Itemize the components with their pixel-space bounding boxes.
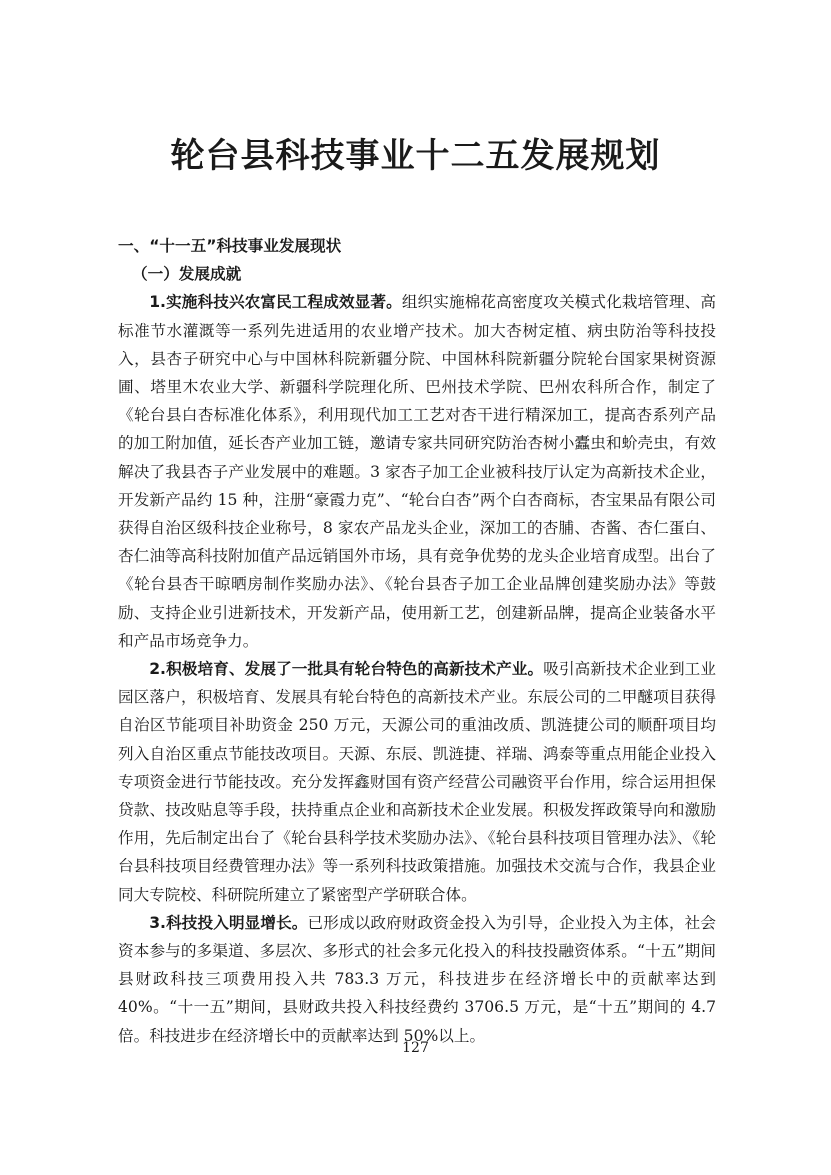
paragraph-3	[118, 909, 716, 1050]
paragraph-2	[118, 655, 716, 909]
paragraph-2-text: 吸引高新技术企业到工业园区落户，积极培育、发展具有轮台特色的高新技术产业。东辰公司的二甲醚项目获得自治区节能项目补助资金 250 万元，天源公司的重油改质、凯涟捷公司的顺酐项目均列入自治区重点节能技改项目。天源、东辰、凯涟捷、祥瑞、鸿泰等重点用能企业投入专项资金进行节能技改。充分发挥鑫财国有资产经营公司融资平台作用，综合运用担保贷款、技改贴息等手段，扶持重点企业和高新技术企业发展。积极发挥政策导向和激励作用，先后制定出台了《轮台县科学技术奖励办法》、《轮台县科技项目管理办法》、《轮台县科技项目经费管理办法》等一系列科技政策措施。加强技术交流与合作，我县企业同大专院校、科研院所建立了紧密型产学研联合体。	[118, 660, 716, 904]
document-body	[118, 232, 716, 1050]
subsection-heading: （一）发展成就	[132, 265, 242, 284]
page-title: 轮台县科技事业十二五发展规划	[170, 136, 661, 176]
section-heading: 一、“十一五”科技事业发展现状	[118, 237, 342, 255]
paragraph-1-lead: 1.实施科技兴农富民工程成效显著。	[149, 293, 402, 312]
paragraph-3-lead: 3.科技投入明显增长。	[149, 913, 308, 932]
paragraph-1	[118, 288, 716, 655]
paragraph-2-lead: 2.积极培育、发展了一批具有轮台特色的高新技术产业。	[149, 660, 544, 679]
paragraph-3-text: 已形成以政府财政资金投入为引导，企业投入为主体，社会资本参与的多渠道、多层次、多形式的社会多元化投入的科技投融资体系。“十五”期间县财政科技三项费用投入共 783.3 万元，科技进步在经济增长中的贡献率达到 40%。“十一五”期间，县财政共投入科技经费约 3706.5 万元，是“十五”期间的 4.7 倍。科技进步在经济增长中的贡献率达到 50%以上。	[118, 913, 716, 1045]
paragraph-1-text: 组织实施棉花高密度攻关模式化栽培管理、高标准节水灌溉等一系列先进适用的农业增产技术。加大杏树定植、病虫防治等科技投入，县杏子研究中心与中国林科院新疆分院、中国林科院新疆分院轮台国家果树资源圃、塔里木农业大学、新疆科学院理化所、巴州技术学院、巴州农科所合作，制定了《轮台县白杏标准化体系》，利用现代加工工艺对杏干进行精深加工，提高杏系列产品的加工附加值，延长杏产业加工链，邀请专家共同研究防治杏树小蠹虫和蚧壳虫，有效解决了我县杏子产业发展中的难题。3 家杏子加工企业被科技厅认定为高新技术企业，开发新产品约 15 种，注册“豪霞力克”、“轮台白杏”两个白杏商标，杏宝果品有限公司获得自治区级科技企业称号，8 家农产品龙头企业，深加工的杏脯、杏酱、杏仁蛋白、杏仁油等高科技附加值产品远销国外市场，具有竞争优势的龙头企业培育成型。出台了《轮台县杏干晾晒房制作奖励办法》、《轮台县杏子加工企业品牌创建奖励办法》等鼓励、支持企业引进新技术，开发新产品，使用新工艺，创建新品牌，提高企业装备水平和产品市场竞争力。	[118, 293, 716, 650]
page-number: 127	[402, 1040, 429, 1056]
